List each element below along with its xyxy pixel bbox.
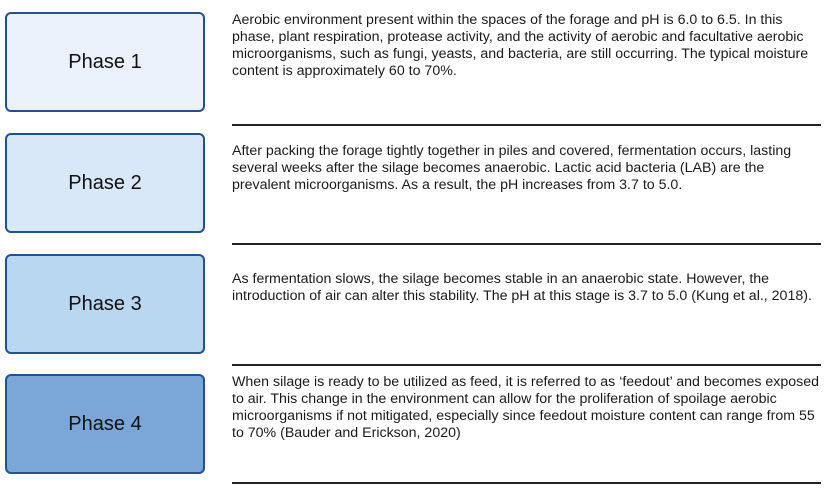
phase-2-divider: [232, 243, 821, 245]
phase-2-label: Phase 2: [68, 171, 142, 194]
phase-3-label: Phase 3: [68, 292, 142, 315]
phase-3-box: [5, 254, 205, 354]
phase-3-description: As fermentation slows, the silage becomes stable in an anaerobic state. However, the introduction of air can alter this stability. The pH at this stage is 3.7 to 5.0 (Kung et al., 2018).: [232, 271, 812, 304]
phase-1-divider: [232, 124, 821, 126]
phase-2-box: [5, 133, 205, 233]
phase-4-description: When silage is ready to be utilized as feed, it is referred to as ‘feedout’ and becomes exposed to air. This change in the environment can allow for the proliferation of spoilage aerobic microorganisms if not mitigated, especially since feedout moisture content can range from 55 to 70% (Bauder and Erickson, 2020): [232, 374, 820, 441]
phase-1-description: Aerobic environment present within the spaces of the forage and pH is 6.0 to 6.5. In this phase, plant respiration, protease activity, and the activity of aerobic and facultative aerobic microorganisms, such as fungi, yeasts, and bacteria, are still occurring. The typical moisture content is approximately 60 to 70%.: [232, 12, 809, 79]
phase-2-description: After packing the forage tightly together in piles and covered, fermentation occurs, lasting several weeks after the silage becomes anaerobic. Lactic acid bacteria (LAB) are the prevalent microorganisms. As a result, the pH increases from 3.7 to 5.0.: [232, 143, 792, 193]
phase-4-box: [5, 374, 205, 474]
phase-1-label: Phase 1: [68, 50, 142, 73]
phase-1-box: [5, 12, 205, 112]
phase-4-label: Phase 4: [68, 412, 142, 435]
phase-3-divider: [232, 364, 821, 366]
phase-4-divider: [232, 482, 821, 484]
